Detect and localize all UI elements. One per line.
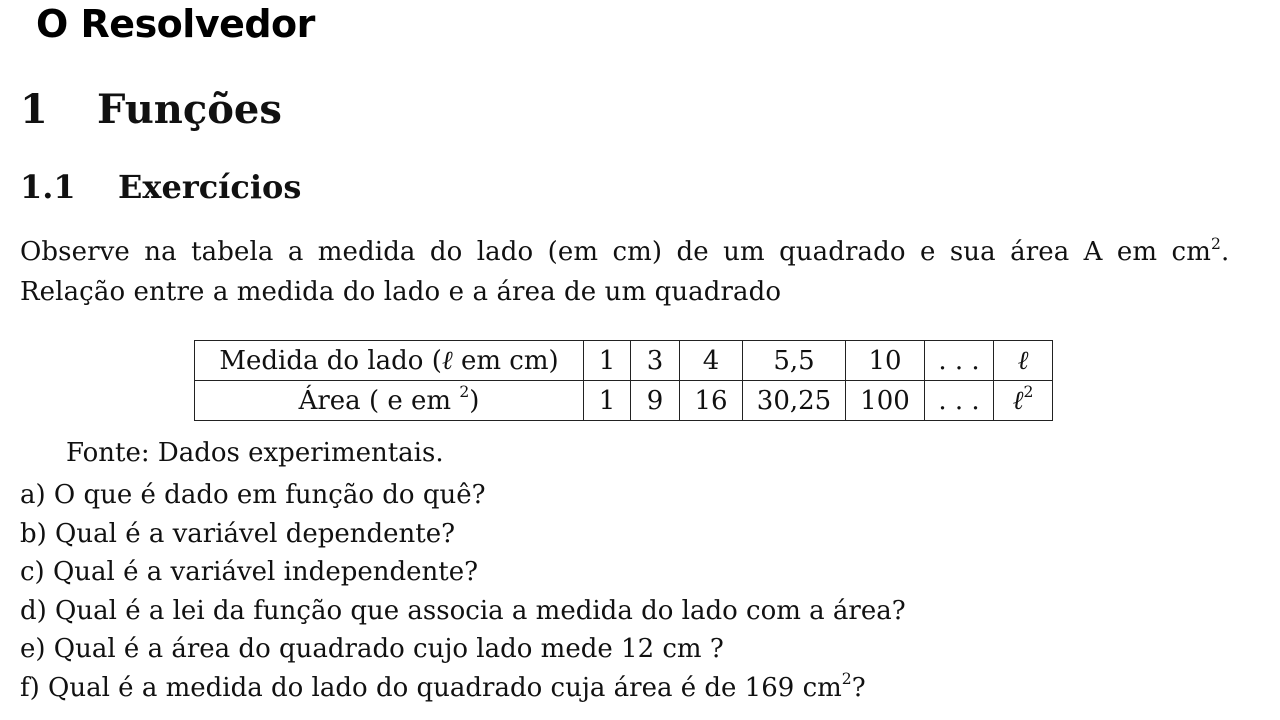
table-cell: 3 (631, 341, 680, 381)
question-list (20, 476, 906, 707)
intro-line-1-end: . (1220, 237, 1230, 267)
ell-symbol: ℓ (441, 345, 453, 376)
ell-symbol: ℓ (1017, 345, 1029, 376)
table-cell: 4 (680, 341, 743, 381)
table-cell: 1 (584, 381, 631, 421)
question-b: b) Qual é a variável dependente? (20, 518, 456, 549)
section-number: 1 (20, 86, 48, 133)
table-cell-ell (994, 341, 1053, 381)
section-heading (20, 86, 282, 133)
subsection-number: 1.1 (20, 168, 76, 206)
intro-line-1 (20, 232, 1229, 272)
brand-title: O Resolvedor (36, 2, 315, 46)
table-cell: 16 (680, 381, 743, 421)
table-row-side (195, 341, 1053, 381)
section-title: Funções (97, 86, 282, 133)
table-cell: 10 (846, 341, 925, 381)
question-f (20, 669, 906, 708)
question-c: c) Qual é a variável independente? (20, 557, 479, 587)
question-f-text: f) Qual é a medida do lado do quadrado cuja área é de 169 cm (20, 672, 842, 703)
question-f-end: ? (851, 672, 866, 703)
question-a: a) O que é dado em função do quê? (20, 480, 486, 510)
intro-paragraph (20, 232, 1229, 312)
table-cell: 9 (631, 381, 680, 421)
label-text: Área ( e em (298, 385, 460, 416)
table-source: Fonte: Dados experimentais. (66, 438, 444, 468)
table-label-area (195, 381, 584, 421)
label-sup: 2 (459, 383, 470, 402)
table-cell: 5,5 (743, 341, 846, 381)
question-d: d) Qual é a lei da função que associa a medida do lado com a área? (20, 595, 906, 626)
table-label-side (195, 341, 584, 381)
intro-line-1-sup: 2 (1210, 234, 1221, 253)
side-area-table (194, 340, 1053, 421)
label-text-end: ) (469, 385, 480, 416)
label-text-end: em cm) (452, 345, 559, 376)
subsection-title: Exercícios (118, 168, 302, 206)
table-cell: 100 (846, 381, 925, 421)
intro-line-1-text: Observe na tabela a medida do lado (em cm) de um quadrado e sua área A em cm (20, 237, 1211, 267)
table-cell-ell-squared (994, 381, 1053, 421)
question-f-sup: 2 (841, 670, 852, 689)
intro-line-2: Relação entre a medida do lado e a área de um quadrado (20, 277, 782, 307)
ell-sup: 2 (1023, 383, 1034, 402)
table-cell-ellipsis: . . . (925, 341, 994, 381)
ell-symbol: ℓ (1012, 385, 1024, 416)
table-row-area (195, 381, 1053, 421)
table-cell: 30,25 (743, 381, 846, 421)
table-cell-ellipsis: . . . (925, 381, 994, 421)
table-cell: 1 (584, 341, 631, 381)
question-e: e) Qual é a área do quadrado cujo lado mede 12 cm ? (20, 634, 724, 664)
label-text: Medida do lado ( (219, 345, 442, 376)
subsection-heading (20, 168, 301, 206)
